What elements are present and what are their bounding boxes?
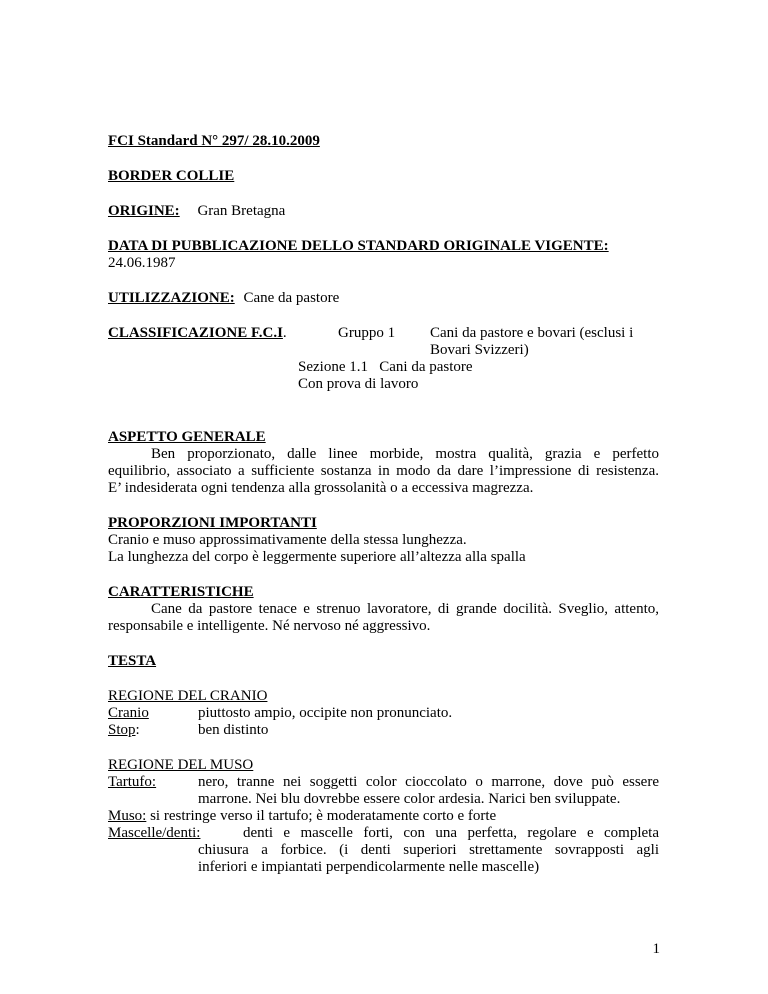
characteristics-line-1: Cane da pastore tenace e strenuo lavoratore, di grande docilità. Sveglio, attento, — [151, 601, 659, 617]
usage-label: UTILIZZAZIONE: — [108, 290, 235, 306]
proportions-heading: PROPORZIONI IMPORTANTI — [108, 515, 317, 531]
characteristics-line-2: responsabile e intelligente. Né nervoso né aggressivo. — [108, 618, 431, 634]
usage-row — [108, 290, 339, 307]
jaws-line-2: chiusura a forbice. (i denti superiori strettamente sovrapposti agli — [198, 842, 659, 858]
stop-label: Stop: — [108, 722, 140, 738]
proportions-line-1: Cranio e muso approssimativamente della stessa lunghezza. — [108, 532, 467, 548]
classification-group-desc-1: Cani da pastore e bovari (esclusi i — [430, 325, 634, 341]
general-appearance-line-2: equilibrio, associato a sufficiente sostanza in modo da dare l’impressione di resistenza. — [108, 463, 659, 479]
page-number: 1 — [652, 941, 660, 957]
proportions-line-2: La lunghezza del corpo è leggermente superiore all’altezza alla spalla — [108, 549, 526, 565]
jaws-label: Mascelle/denti: — [108, 825, 201, 841]
jaws-line-3: inferiori e impiantati perpendicolarmente nelle mascelle) — [198, 859, 540, 875]
general-appearance-line-3: E’ indesiderata ogni tendenza alla grossolanità o a eccessiva magrezza. — [108, 480, 534, 496]
classification-trial: Con prova di lavoro — [298, 376, 419, 392]
stop-value: ben distinto — [198, 722, 269, 738]
nose-line-1: nero, tranne nei soggetti color cioccolato o marrone, dove può essere — [198, 774, 659, 790]
classification-label: CLASSIFICAZIONE F.C.I. — [108, 325, 287, 341]
breed-title: BORDER COLLIE — [108, 168, 235, 184]
skull-value: piuttosto ampio, occipite non pronunciato. — [198, 705, 453, 721]
muzzle-row: Muso: si restringe verso il tartufo; è moderatamente corto e forte — [108, 808, 497, 824]
facial-region-title: REGIONE DEL MUSO — [108, 757, 254, 773]
general-appearance-line-1: Ben proporzionato, dalle linee morbide, mostra qualità, grazia e perfetto — [151, 446, 659, 462]
origin-value: Gran Bretagna — [197, 203, 286, 219]
nose-line-2: marrone. Nei blu dovrebbe essere color ardesia. Narici ben sviluppate. — [198, 791, 621, 807]
classification-group-desc-2: Bovari Svizzeri) — [430, 342, 529, 358]
general-appearance-heading: ASPETTO GENERALE — [108, 429, 266, 445]
usage-value: Cane da pastore — [243, 290, 340, 306]
standard-number: FCI Standard N° 297/ 28.10.2009 — [108, 133, 320, 149]
publication-label: DATA DI PUBBLICAZIONE DELLO STANDARD ORIGINALE VIGENTE: — [108, 238, 609, 254]
jaws-line-1: denti e mascelle forti, con una perfetta, regolare e completa — [243, 825, 659, 841]
origin-label: ORIGINE: — [108, 203, 180, 219]
nose-label: Tartufo: — [108, 774, 157, 790]
characteristics-heading: CARATTERISTICHE — [108, 584, 254, 600]
cranial-region-title: REGIONE DEL CRANIO — [108, 688, 268, 704]
classification-section: Sezione 1.1 Cani da pastore — [298, 359, 473, 375]
publication-date: 24.06.1987 — [108, 255, 176, 271]
skull-label: Cranio — [108, 705, 149, 721]
classification-group: Gruppo 1 — [338, 325, 396, 341]
origin-row — [108, 203, 285, 220]
head-heading: TESTA — [108, 653, 157, 669]
